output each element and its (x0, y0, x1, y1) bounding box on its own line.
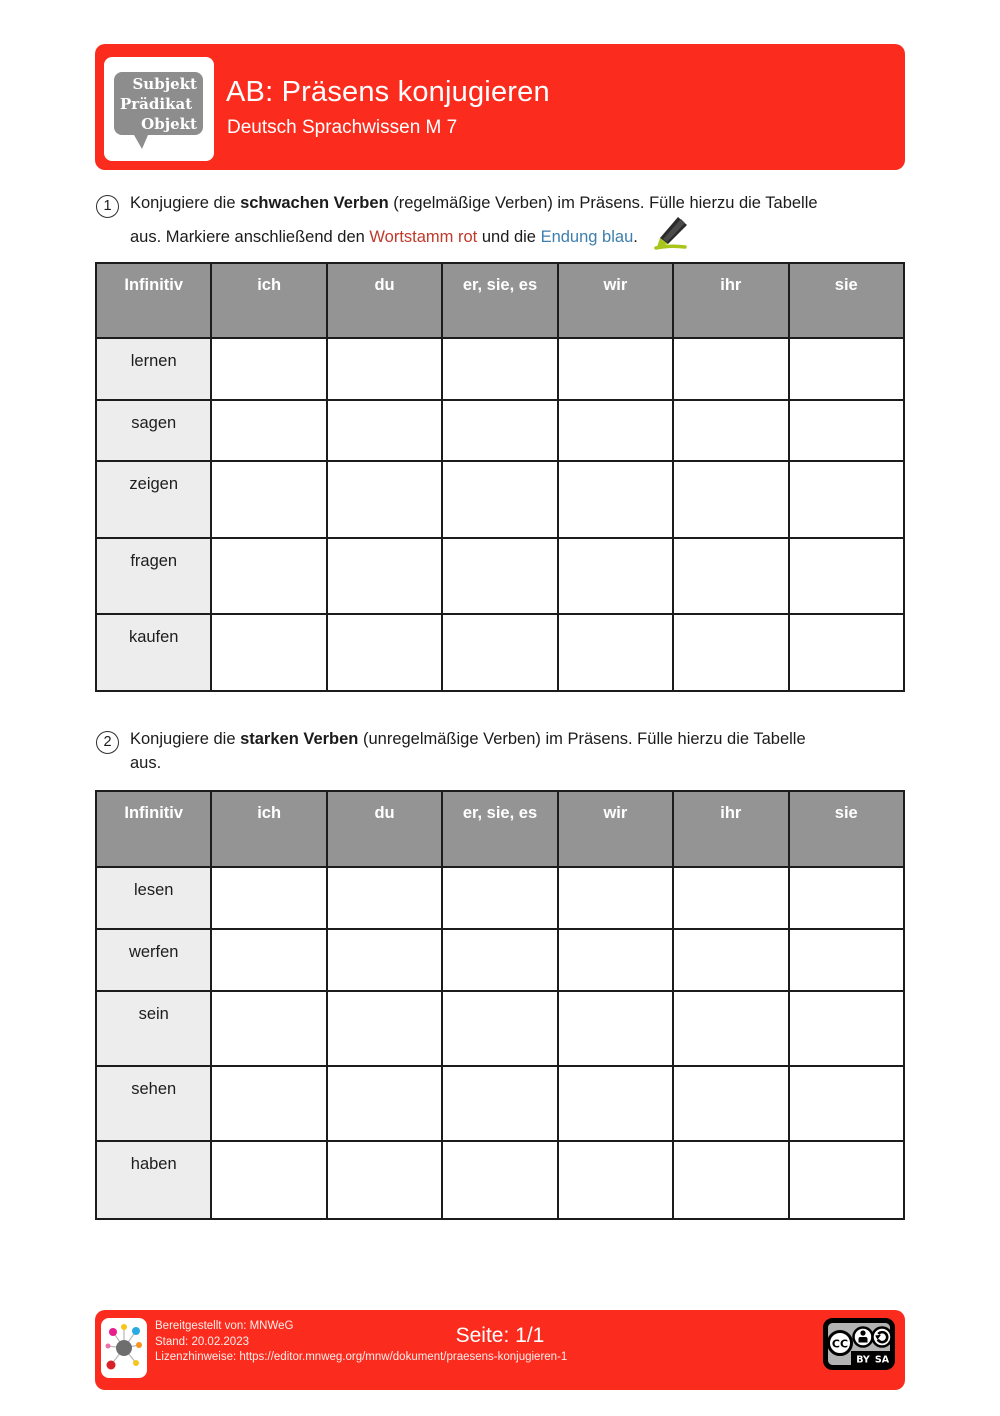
answer-cell (327, 1066, 442, 1141)
verb-label: sehen (96, 1066, 211, 1141)
answer-cell (789, 929, 904, 991)
answer-cell (327, 929, 442, 991)
table-row (96, 991, 904, 1066)
column-header: er, sie, es (442, 263, 557, 338)
cc-label: CC (831, 1337, 849, 1351)
logo-line: Subjekt (132, 75, 197, 93)
task2-text: (unregelmäßige Verben) im Präsens. Fülle hierzu die Tabelle (358, 730, 806, 748)
answer-cell (789, 1141, 904, 1219)
answer-cell (673, 538, 788, 614)
task2-text: aus. (130, 753, 162, 772)
stand-date-text: Stand: 20.02.2023 (155, 1335, 249, 1348)
verb-label: zeigen (96, 461, 211, 538)
table-row (96, 461, 904, 538)
column-header: sie (789, 791, 904, 867)
table-row (96, 538, 904, 614)
answer-cell (673, 867, 788, 929)
verb-label: werfen (96, 929, 211, 991)
answer-cell (673, 1141, 788, 1219)
sa-label: SA (874, 1354, 890, 1366)
task-number-badge: 2 (96, 731, 119, 754)
answer-cell (673, 929, 788, 991)
answer-cell (558, 1141, 673, 1219)
answer-cell (211, 461, 326, 538)
answer-cell (789, 1066, 904, 1141)
answer-cell (789, 461, 904, 538)
verb-label: lernen (96, 338, 211, 400)
column-header: wir (558, 263, 673, 338)
table-row (96, 338, 904, 400)
verb-label: fragen (96, 538, 211, 614)
task1-text: und die (477, 227, 541, 246)
answer-cell (673, 461, 788, 538)
answer-cell (673, 400, 788, 461)
answer-cell (558, 614, 673, 691)
answer-cell (327, 538, 442, 614)
table-row (96, 1066, 904, 1141)
verb-label: kaufen (96, 614, 211, 691)
answer-cell (558, 538, 673, 614)
column-header: ich (211, 263, 326, 338)
column-header: ich (211, 791, 326, 867)
answer-cell (558, 461, 673, 538)
provided-by-text: Bereitgestellt von: MNWeG (155, 1320, 294, 1332)
license-url-text: Lizenzhinweise: https://editor.mnweg.org/mnw/dokument/praesens-konjugieren-1 (155, 1351, 568, 1363)
answer-cell (211, 1141, 326, 1219)
page-indicator: Seite: 1/1 (455, 1324, 545, 1347)
answer-cell (211, 614, 326, 691)
verb-label: sagen (96, 400, 211, 461)
highlighter-marker-icon (652, 216, 692, 260)
column-header: ihr (673, 263, 788, 338)
answer-cell (211, 929, 326, 991)
column-header: du (327, 791, 442, 867)
answer-cell (558, 867, 673, 929)
wortstamm-rot-text: Wortstamm rot (369, 227, 478, 246)
answer-cell (327, 338, 442, 400)
task2-bold-text: starken Verben (240, 730, 359, 748)
speech-bubble-icon (114, 72, 203, 135)
table-row (96, 400, 904, 461)
task1-text: aus. Markiere anschließend den (130, 227, 370, 246)
column-header: ihr (673, 791, 788, 867)
answer-cell (211, 400, 326, 461)
by-label: BY (856, 1354, 870, 1366)
verb-label: haben (96, 1141, 211, 1219)
answer-cell (789, 867, 904, 929)
answer-cell (789, 614, 904, 691)
task1-text: . (633, 227, 638, 246)
answer-cell (327, 867, 442, 929)
answer-cell (327, 991, 442, 1066)
column-header: er, sie, es (442, 791, 557, 867)
worksheet-footer (95, 1310, 905, 1390)
answer-cell (558, 338, 673, 400)
answer-cell (442, 338, 557, 400)
logo-line: Objekt (141, 115, 197, 133)
answer-cell (789, 400, 904, 461)
answer-cell (327, 461, 442, 538)
answer-cell (211, 867, 326, 929)
page-title: AB: Präsens konjugieren (226, 76, 550, 108)
page-subtitle: Deutsch Sprachwissen M 7 (227, 117, 458, 138)
answer-cell (673, 1066, 788, 1141)
strong-verbs-table (95, 790, 905, 1220)
task1-text: Konjugiere die (130, 194, 241, 212)
task2-instruction (130, 728, 910, 775)
verb-label: lesen (96, 867, 211, 929)
answer-cell (211, 538, 326, 614)
answer-cell (442, 929, 557, 991)
answer-cell (442, 1066, 557, 1141)
answer-cell (442, 400, 557, 461)
verb-label: sein (96, 991, 211, 1066)
answer-cell (211, 991, 326, 1066)
endung-blau-text: Endung blau (540, 227, 634, 246)
task1-instruction (130, 192, 910, 259)
cc-by-sa-icon (823, 1318, 895, 1375)
answer-cell (327, 614, 442, 691)
answer-cell (211, 1066, 326, 1141)
column-header: Infinitiv (96, 263, 211, 338)
answer-cell (211, 338, 326, 400)
table-row (96, 929, 904, 991)
answer-cell (558, 991, 673, 1066)
answer-cell (789, 991, 904, 1066)
task2-text: Konjugiere die (130, 730, 241, 748)
logo-line: Prädikat (120, 95, 193, 113)
table-row (96, 614, 904, 691)
answer-cell (558, 400, 673, 461)
answer-cell (673, 991, 788, 1066)
answer-cell (327, 400, 442, 461)
speech-bubble-tail-icon (134, 135, 148, 149)
answer-cell (789, 538, 904, 614)
answer-cell (673, 614, 788, 691)
answer-cell (558, 929, 673, 991)
table-row (96, 1141, 904, 1219)
column-header: du (327, 263, 442, 338)
worksheet-header (95, 44, 905, 170)
answer-cell (442, 991, 557, 1066)
task1-text: (regelmäßige Verben) im Präsens. Fülle hierzu die Tabelle (388, 194, 818, 212)
answer-cell (327, 1141, 442, 1219)
answer-cell (442, 461, 557, 538)
publisher-logo (104, 57, 214, 161)
answer-cell (442, 1141, 557, 1219)
column-header: sie (789, 263, 904, 338)
weak-verbs-table (95, 262, 905, 692)
task1-bold-text: schwachen Verben (240, 194, 389, 212)
table-row (96, 867, 904, 929)
column-header: wir (558, 791, 673, 867)
answer-cell (789, 338, 904, 400)
answer-cell (442, 538, 557, 614)
table-header-row (96, 263, 904, 338)
column-header: Infinitiv (96, 791, 211, 867)
answer-cell (442, 614, 557, 691)
table-header-row (96, 791, 904, 867)
task-number-badge: 1 (96, 195, 119, 218)
answer-cell (442, 867, 557, 929)
answer-cell (558, 1066, 673, 1141)
answer-cell (673, 338, 788, 400)
